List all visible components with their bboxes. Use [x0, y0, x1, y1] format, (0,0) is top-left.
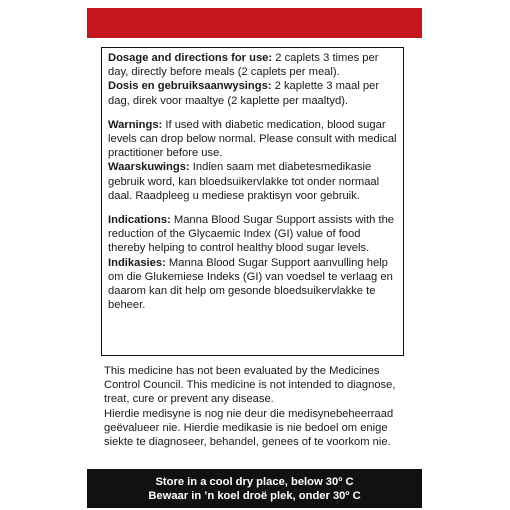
storage-af: Bewaar in ’n koel droë plek, onder 30º C [148, 490, 361, 502]
dosage-en-text: 2 caplets 3 times per day, directly before meals (2 caplets per meal). [108, 52, 379, 79]
dosage-af-text: 2 kaplette 3 maal per dag, direk voor maaltye (2 kaplette per maaltyd). [108, 80, 380, 107]
warnings-en-text: If used with diabetic medication, blood sugar levels can drop below normal. Please consult with medical practitioner before use. [108, 118, 397, 160]
indications-af-text: Manna Blood Sugar Support aanvulling help om die Glukemiese Indeks (GI) van voedsel te verlaag en daarom kan dit help om gesonde bloedsuikervlakke te beheer. [108, 256, 393, 312]
indications-af-heading: Indikasies: [108, 256, 166, 269]
notice-af: Hierdie medisyne is nog nie deur die medisynebeheerraad geëvalueer nie. Hierdie medikasie is nie bedoel om enige siekte te diagnoseer, behandel, genees of te voorkom nie. [104, 407, 394, 449]
dosage-af-heading: Dosis en gebruiksaanwysings: [108, 80, 272, 93]
dosage-en-heading: Dosage and directions for use: [108, 52, 273, 64]
directions-box [101, 47, 404, 356]
indications-en [108, 213, 397, 256]
section-gap [108, 108, 397, 118]
top-red-band [87, 8, 422, 38]
product-label [87, 8, 422, 508]
notice-en: This medicine has not been evaluated by the Medicines Control Council. This medicine is not intended to diagnose, treat, cure or prevent any disease. [104, 365, 396, 406]
section-gap [108, 203, 397, 213]
warnings-en [108, 118, 397, 161]
indications-en-heading: Indications: [108, 214, 171, 227]
warnings-af-heading: Waarskuwings: [108, 161, 190, 174]
warnings-en-heading: Warnings: [108, 118, 163, 131]
warnings-af-text: Indien saam met diabetesmedikasie gebruik word, kan bloedsuikervlakke tot onder normaal daal. Raadpleeg u mediese praktisyn voor gebruik. [108, 161, 380, 202]
regulatory-notice [104, 364, 416, 449]
warnings-af [108, 160, 397, 203]
indications-af [108, 256, 397, 313]
indications-en-text: Manna Blood Sugar Support assists with the reduction of the Glycaemic Index (GI) value of food thereby helping to control healthy blood sugar levels. [108, 214, 395, 255]
storage-en: Store in a cool dry place, below 30º C [155, 476, 354, 488]
dosage-en [108, 51, 397, 79]
dosage-af [108, 79, 397, 107]
storage-band [87, 469, 422, 508]
